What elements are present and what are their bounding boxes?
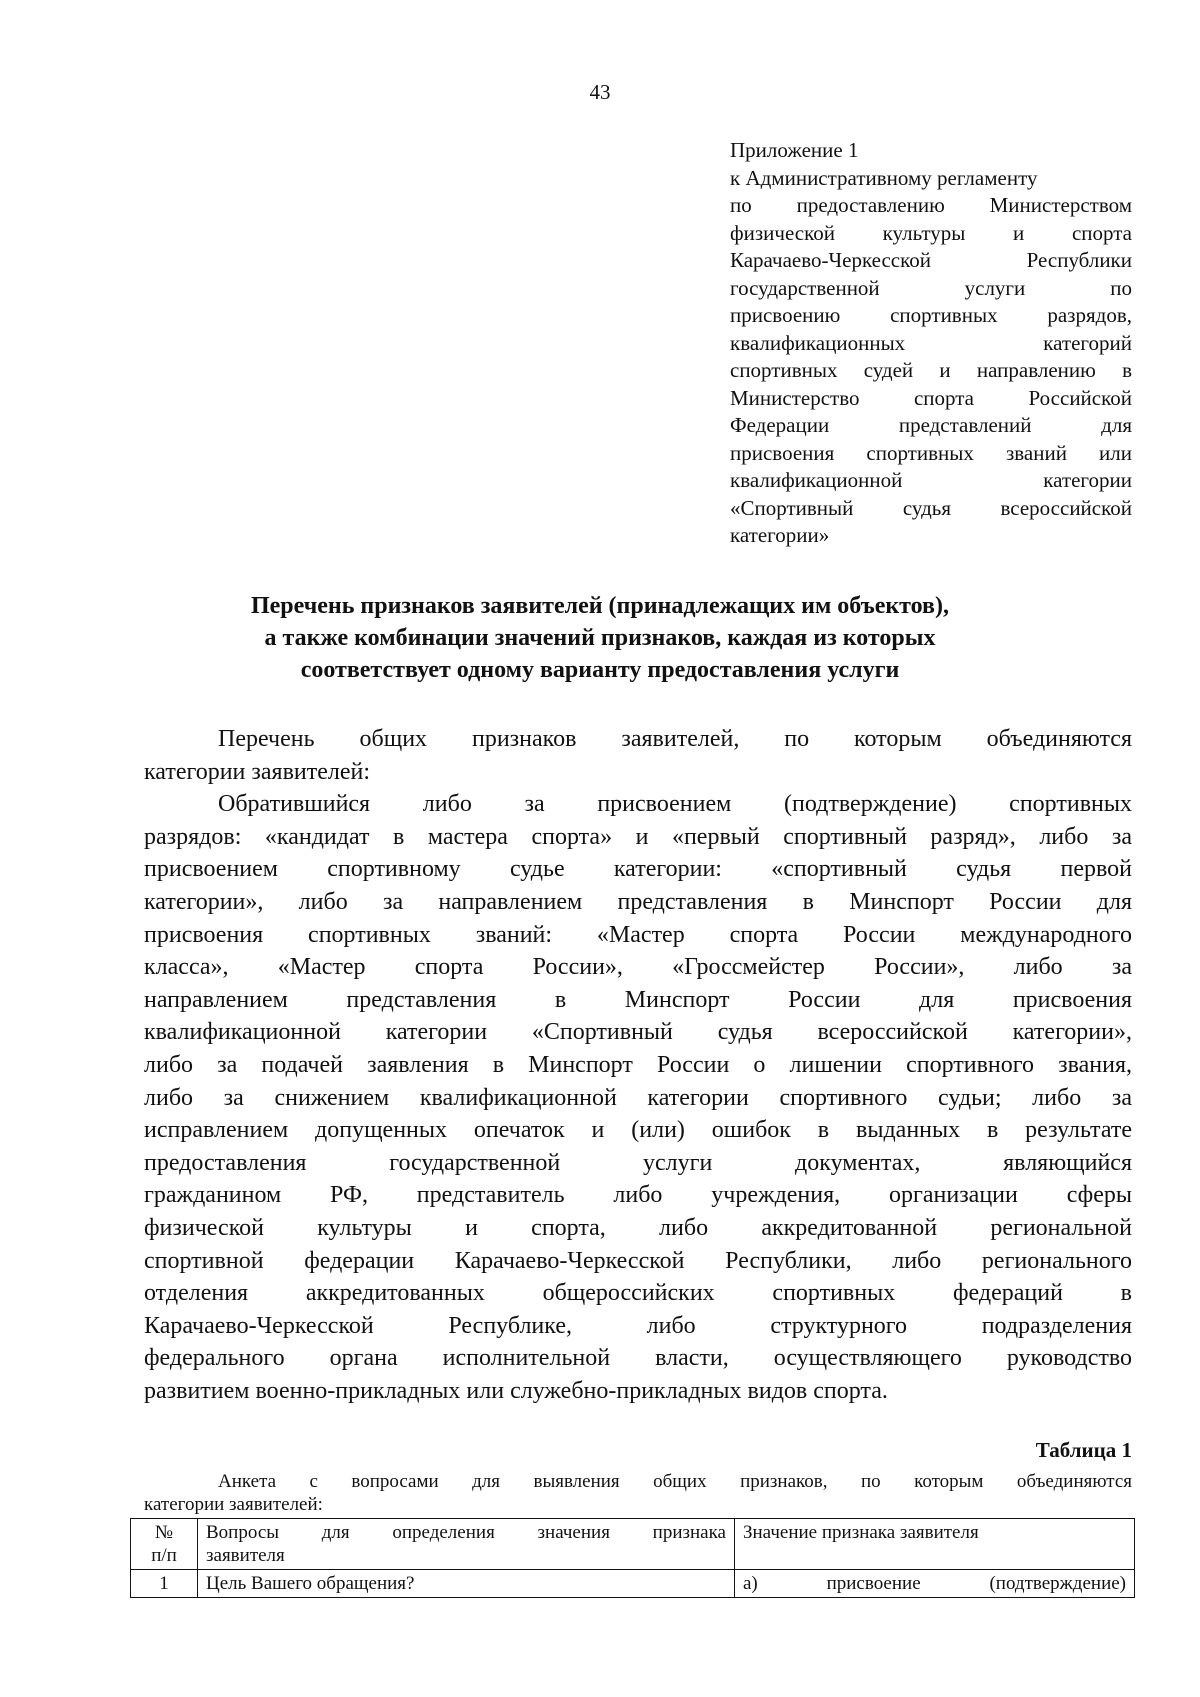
body-line: федерального органа исполнительной власти, осуществляющего руководство	[144, 1345, 1132, 1372]
appendix-line: Приложение 1	[730, 138, 859, 162]
appendix-line: квалификационных категорий	[730, 330, 1132, 355]
body-line: присвоения спортивных званий: «Мастер спорта России международного	[144, 921, 1132, 948]
row-answer-cell	[735, 1570, 1135, 1598]
body-line: физической культуры и спорта, либо аккредитованной региональной	[144, 1214, 1132, 1241]
table-intro-line: Анкета с вопросами для выявления общих признаков, по которым объединяются	[218, 1471, 1132, 1492]
body-line: категории», либо за направлением представления в Минспорт России для	[144, 888, 1132, 915]
appendix-line: Федерации представлений для	[730, 413, 1132, 437]
appendix-line: к Административному регламенту	[730, 165, 1038, 190]
body-line: Обратившийся либо за присвоением (подтверждение) спортивных	[218, 791, 1132, 818]
table-intro	[144, 1470, 1132, 1516]
body-line: предоставления государственной услуги документах, являющийся	[144, 1149, 1132, 1176]
table-row	[131, 1570, 1135, 1598]
appendix-line: физической культуры и спорта	[730, 220, 1132, 245]
header-question-line: Вопросы для определения значения признака	[206, 1522, 726, 1543]
body-line: либо за снижением квалификационной категории спортивного судьи; либо за	[144, 1084, 1132, 1111]
appendix-line: спортивных судей и направлению в	[730, 358, 1132, 382]
body-line: квалификационной категории «Спортивный судья всероссийской категории»,	[144, 1019, 1132, 1046]
header-question-cell	[198, 1519, 735, 1570]
body-line: спортивной федерации Карачаево-Черкесской Республики, либо регионального	[144, 1247, 1132, 1274]
body-line: развитием военно-прикладных или служебно-прикладных видов спорта.	[144, 1377, 888, 1404]
row-question-cell: Цель Вашего обращения?	[198, 1570, 735, 1598]
body-text	[144, 723, 1132, 1407]
title-line: соответствует одному варианту предоставления услуги	[300, 657, 900, 683]
body-line: присвоением спортивному судье категории: «спортивный судья первой	[144, 856, 1132, 883]
body-line: отделения аккредитованных общероссийских спортивных федераций в	[144, 1280, 1132, 1307]
appendix-note	[730, 137, 1132, 550]
document-title	[200, 590, 1000, 686]
header-number-abbrev: п/п	[151, 1545, 177, 1566]
header-number-symbol: №	[154, 1522, 174, 1543]
row-number-cell: 1	[131, 1570, 198, 1598]
title-line: а также комбинации значений признаков, каждая из которых	[264, 625, 936, 651]
body-line: разрядов: «кандидат в мастера спорта» и «первый спортивный разряд», либо за	[144, 823, 1132, 850]
body-line: Перечень общих признаков заявителей, по которым объединяются	[218, 726, 1132, 752]
body-line: либо за подачей заявления в Минспорт России о лишении спортивного звания,	[144, 1051, 1132, 1078]
title-line: Перечень признаков заявителей (принадлежащих им объектов),	[250, 593, 950, 619]
questionnaire-table	[130, 1518, 1135, 1598]
table-intro-line: категории заявителей:	[144, 1494, 323, 1515]
appendix-line: присвоения спортивных званий или	[730, 440, 1132, 465]
appendix-line: Карачаево-Черкесской Республики	[730, 248, 1132, 272]
appendix-line: «Спортивный судья всероссийской	[730, 495, 1132, 520]
appendix-line: по предоставлению Министерством	[730, 193, 1132, 217]
header-number-cell	[131, 1519, 198, 1570]
row-answer-text: а) присвоение (подтверждение)	[743, 1573, 1126, 1594]
body-line: категории заявителей:	[144, 758, 371, 785]
table-caption: Таблица 1	[1035, 1438, 1132, 1462]
body-line: Карачаево-Черкесской Республике, либо структурного подразделения	[144, 1312, 1132, 1339]
appendix-line: квалификационной категории	[730, 468, 1132, 492]
page-number: 43	[589, 80, 611, 104]
body-line: исправлением допущенных опечаток и (или) ошибок в выданных в результате	[144, 1117, 1132, 1144]
appendix-line: Министерство спорта Российской	[730, 385, 1132, 410]
body-line: класса», «Мастер спорта России», «Гроссмейстер России», либо за	[144, 954, 1132, 981]
header-value-cell: Значение признака заявителя	[735, 1519, 1135, 1570]
header-question-line: заявителя	[206, 1545, 285, 1566]
body-line: гражданином РФ, представитель либо учреждения, организации сферы	[144, 1182, 1132, 1209]
table-header-row	[131, 1519, 1135, 1570]
appendix-line: государственной услуги по	[730, 275, 1132, 300]
body-line: направлением представления в Минспорт России для присвоения	[144, 986, 1132, 1013]
appendix-line: категории»	[730, 523, 830, 547]
appendix-line: присвоению спортивных разрядов,	[730, 303, 1132, 327]
